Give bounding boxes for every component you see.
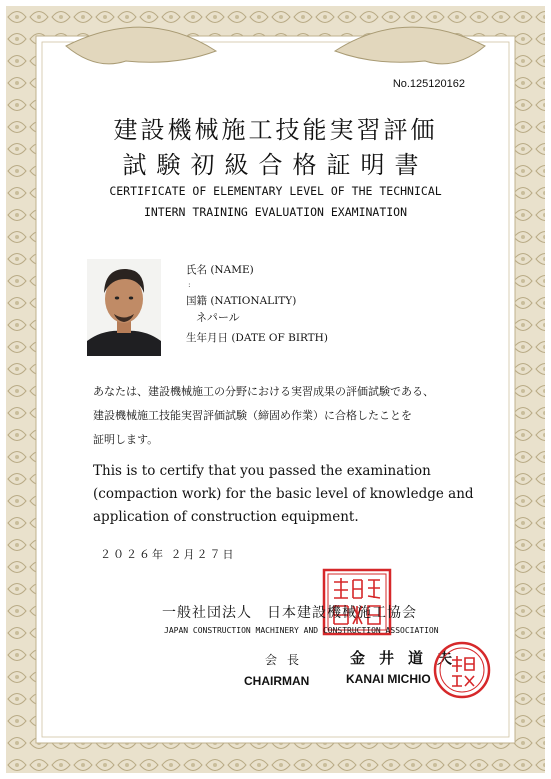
date-of-birth-label: 生年月日 (DATE OF BIRTH)	[186, 332, 328, 344]
chairman-name-en: KANAI MICHIO	[346, 672, 431, 686]
body-jp-line2: 建設機械施工技能実習評価試験（締固め作業）に合格したことを	[93, 409, 412, 422]
title-jp-line1: 建設機械施工技能実習評価	[113, 116, 438, 144]
name-label: 氏名 (NAME)	[186, 264, 254, 276]
title-jp-line2: 試験初級合格証明書	[122, 151, 429, 179]
chairman-signature: 金井道夫	[350, 649, 467, 667]
nationality-value: ネパール	[196, 311, 240, 324]
chairman-title-jp: 会長	[265, 653, 310, 667]
nationality-label: 国籍 (NATIONALITY)	[186, 295, 297, 307]
chairman-title-en: CHAIRMAN	[244, 674, 310, 688]
body-en-line3: application of construction equipment.	[93, 509, 359, 525]
issuer-organization-en: JAPAN CONSTRUCTION MACHINERY AND CONSTRUCTION ASSOCIATION	[164, 626, 439, 635]
issue-date: ２０２６年 ２月２７日	[100, 548, 236, 561]
body-jp-line3: 証明します。	[93, 433, 159, 446]
holder-photo	[87, 259, 161, 356]
title-en-line1: CERTIFICATE OF ELEMENTARY LEVEL OF THE TECHNICAL	[109, 184, 442, 198]
body-en-line2: (compaction work) for the basic level of knowledge and	[93, 486, 474, 502]
name-value-colon: :	[188, 280, 191, 289]
official-round-seal	[432, 640, 492, 700]
issuer-organization-jp: 一般社団法人 日本建設機械施工協会	[162, 605, 417, 621]
title-en-line2: INTERN TRAINING EVALUATION EXAMINATION	[143, 205, 408, 219]
body-en-line1: This is to certify that you passed the examination	[93, 463, 431, 479]
certificate-number: No.125120162	[392, 78, 465, 90]
body-jp-line1: あなたは、建設機械施工の分野における実習成果の評価試験である、	[93, 385, 434, 398]
